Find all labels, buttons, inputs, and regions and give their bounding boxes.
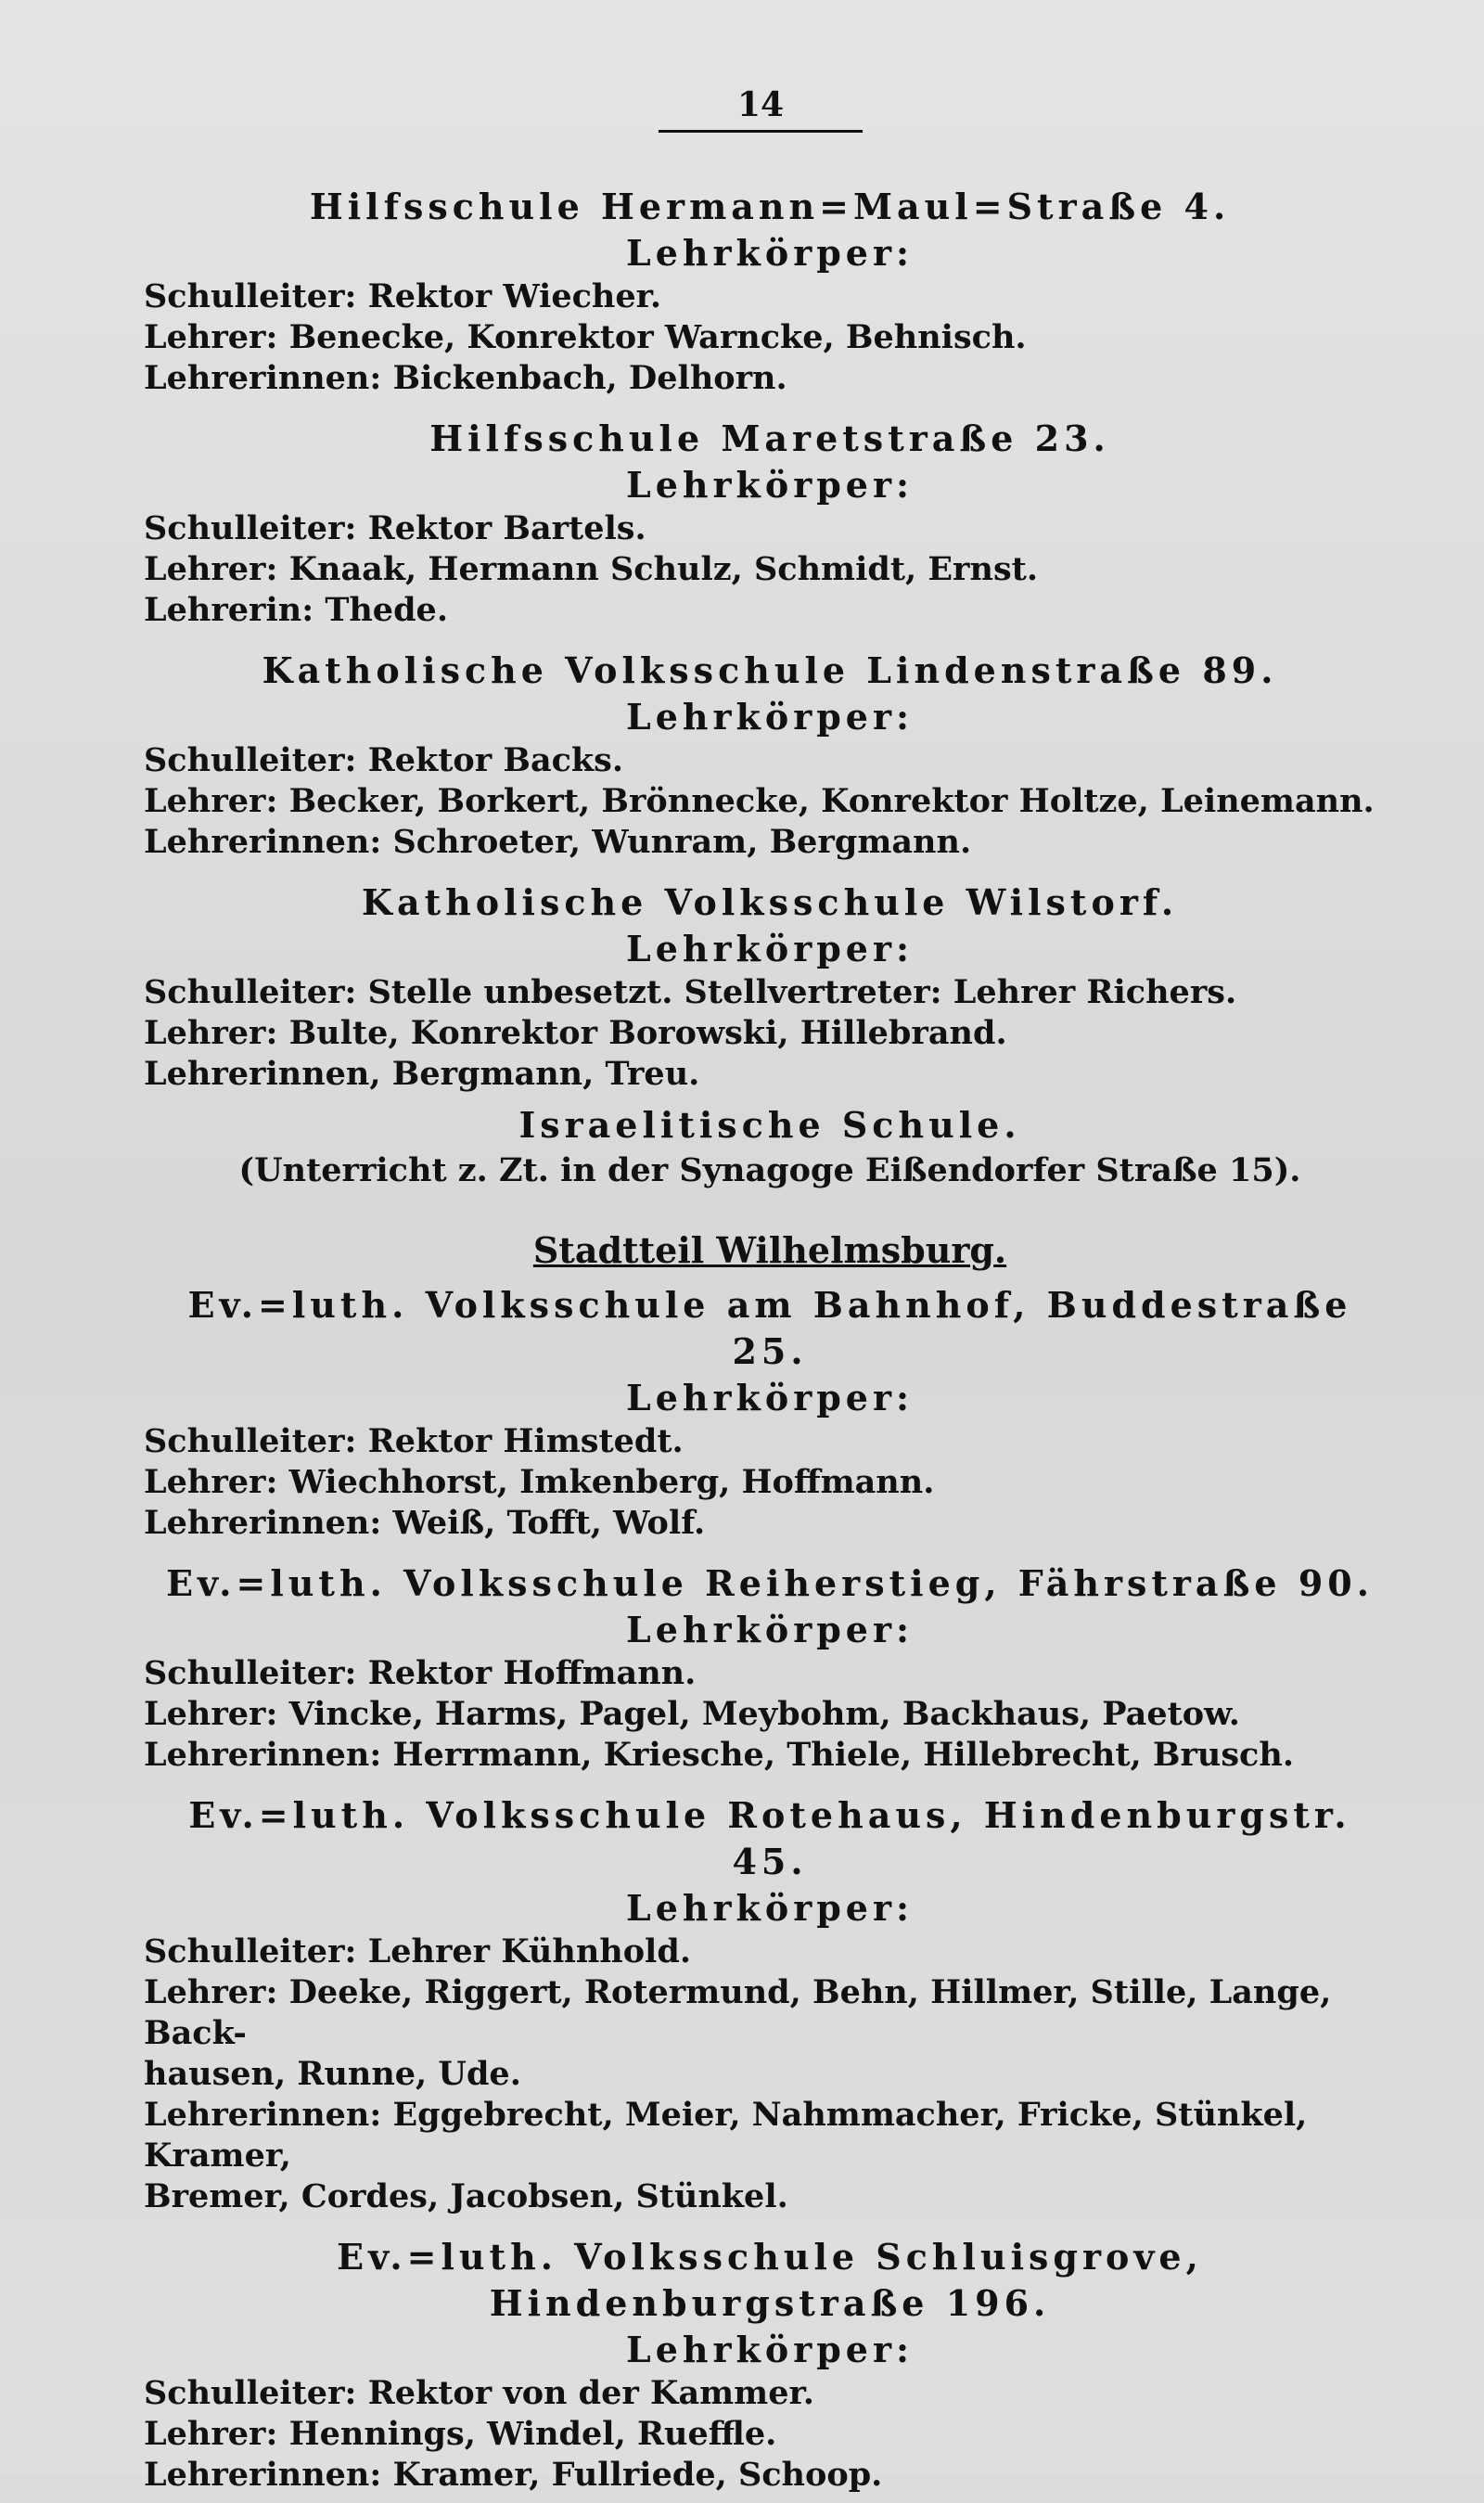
school-heading: Katholische Volksschule Lindenstraße 89. (262, 649, 1278, 691)
staff-line: Schulleiter: Stelle unbesetzt. Stellvertreter: Lehrer Richers. (144, 973, 1237, 1011)
staff-heading: Lehrkörper: (625, 464, 915, 506)
staff-line: Lehrer: Deeke, Riggert, Rotermund, Behn, Hillmer, Stille, Lange, Back- (144, 1973, 1332, 2052)
school-entry (144, 1102, 1396, 1193)
district-heading-text: Stadtteil Wilhelmsburg. (532, 1229, 1007, 1271)
page-number: 14 (736, 85, 785, 124)
staff-line: Schulleiter: Rektor Bartels. (144, 509, 646, 547)
school-heading: Israelitische Schule. (518, 1104, 1021, 1146)
staff-line: Lehrer: Benecke, Konrektor Warncke, Behnisch. (144, 318, 1027, 356)
school-heading: Ev.=luth. Volksschule Reiherstieg, Fährstraße 90. (166, 1562, 1374, 1604)
school-subheading: Hindenburgstraße 196. (489, 2282, 1051, 2324)
staff-line: Schulleiter: Rektor Wiecher. (144, 277, 662, 315)
staff-line: Schulleiter: Lehrer Kühnhold. (144, 1932, 692, 1970)
staff-line: Lehrerinnen: Kramer, Fullriede, Schoop. (144, 2456, 883, 2494)
staff-heading: Lehrkörper: (625, 928, 915, 969)
staff-line: Lehrer: Vincke, Harms, Pagel, Meybohm, Backhaus, Paetow. (144, 1695, 1240, 1733)
staff-heading: Lehrkörper: (625, 1377, 915, 1418)
staff-line: Lehrer: Hennings, Windel, Rueffle. (144, 2415, 777, 2453)
school-entry (144, 416, 1396, 631)
staff-heading: Lehrkörper: (625, 1609, 915, 1650)
document-body (144, 167, 1396, 2503)
staff-line: Schulleiter: Rektor von der Kammer. (144, 2374, 814, 2412)
staff-heading: Lehrkörper: (625, 1887, 915, 1929)
staff-line: Schulleiter: Rektor Hoffmann. (144, 1654, 697, 1692)
staff-line: Lehrerinnen: Eggebrecht, Meier, Nahmmacher, Fricke, Stünkel, Kramer, (144, 2096, 1308, 2175)
school-note: (Unterricht z. Zt. in der Synagoge Eißendorfer Straße 15). (238, 1151, 1301, 1189)
staff-line: Lehrerinnen: Weiß, Tofft, Wolf. (144, 1504, 706, 1542)
staff-line: Lehrerin: Thede. (144, 591, 449, 629)
school-heading: Ev.=luth. Volksschule Schluisgrove, (337, 2236, 1203, 2278)
school-heading: Hilfsschule Hermann=Maul=Straße 4. (309, 186, 1231, 227)
school-entry (144, 648, 1396, 863)
page-number-block (649, 85, 872, 133)
staff-line: Lehrer: Bulte, Konrektor Borowski, Hillebrand. (144, 1014, 1007, 1052)
staff-line: Schulleiter: Rektor Himstedt. (144, 1422, 684, 1460)
staff-heading: Lehrkörper: (625, 696, 915, 738)
school-entry (144, 1282, 1396, 1544)
school-entry (144, 1792, 1396, 2217)
staff-line: Lehrer: Wiechhorst, Imkenberg, Hoffmann. (144, 1463, 935, 1501)
staff-line: Schulleiter: Rektor Backs. (144, 741, 624, 779)
school-entry (144, 2234, 1396, 2496)
school-heading: Hilfsschule Maretstraße 23. (429, 417, 1110, 459)
staff-line: Lehrerinnen, Bergmann, Treu. (144, 1055, 700, 1093)
staff-heading: Lehrkörper: (625, 232, 915, 274)
staff-line: Lehrerinnen: Schroeter, Wunram, Bergmann. (144, 823, 972, 861)
school-heading: Katholische Volksschule Wilstorf. (361, 881, 1179, 923)
staff-heading: Lehrkörper: (625, 2329, 915, 2370)
district-heading (144, 1226, 1396, 1275)
staff-line: Lehrerinnen: Herrmann, Kriesche, Thiele, Hillebrecht, Brusch. (144, 1736, 1295, 1774)
school-heading: Ev.=luth. Volksschule Rotehaus, Hindenburgstr. 45. (188, 1794, 1351, 1882)
staff-line: Lehrerinnen: Bickenbach, Delhorn. (144, 359, 787, 397)
staff-line: Lehrer: Knaak, Hermann Schulz, Schmidt, Ernst. (144, 550, 1039, 588)
staff-line: Bremer, Cordes, Jacobsen, Stünkel. (144, 2177, 788, 2215)
page-number-rule (659, 130, 863, 133)
school-entry (144, 879, 1396, 1095)
school-entry (144, 1560, 1396, 1776)
staff-line: hausen, Runne, Ude. (144, 2055, 521, 2093)
school-heading: Ev.=luth. Volksschule am Bahnhof, Buddestraße 25. (187, 1284, 1352, 1372)
school-entry (144, 184, 1396, 399)
staff-line: Lehrer: Becker, Borkert, Brönnecke, Konrektor Holtze, Leinemann. (144, 782, 1375, 820)
